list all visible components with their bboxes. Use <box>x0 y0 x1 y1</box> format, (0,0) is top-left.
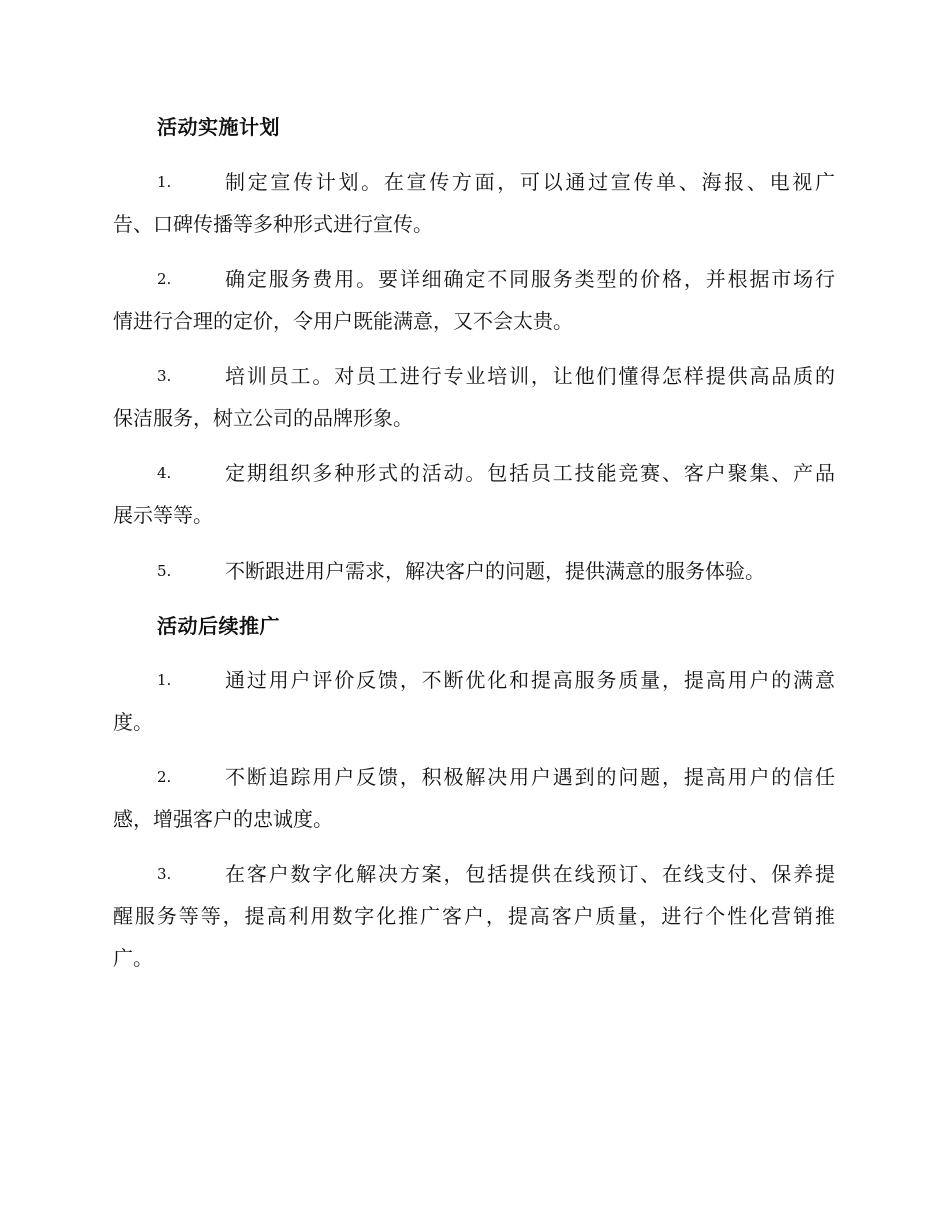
section-heading-follow-up-promotion: 活动后续推广 <box>157 614 280 638</box>
list-item <box>113 659 835 743</box>
list-item-line-1: 3. 在客户数字化解决方案，包括提供在线预订、在线支付、保养提 <box>113 853 835 895</box>
list-item <box>113 756 835 840</box>
list-item-number: 5. <box>157 562 172 580</box>
list-item-line-2: 保洁服务，树立公司的品牌形象。 <box>113 406 413 430</box>
list-item-line-1: 3. 培训员工。对员工进行专业培训，让他们懂得怎样提供高品质的 <box>113 355 835 397</box>
list-item <box>113 258 835 342</box>
list-item-line-1: 2. 不断追踪用户反馈，积极解决用户遇到的问题，提高用户的信任 <box>113 756 835 798</box>
list-item-line-1: 1. 制定宣传计划。在宣传方面，可以通过宣传单、海报、电视广 <box>113 161 835 203</box>
list-item-line-2: 情进行合理的定价，令用户既能满意，又不会太贵。 <box>113 309 573 333</box>
list-item-line-2: 感，增强客户的忠诚度。 <box>113 807 333 831</box>
list-item-number: 3. <box>157 865 172 883</box>
list-item-number: 3. <box>157 367 172 385</box>
list-item-line-2: 展示等等。 <box>113 503 213 527</box>
list-item <box>113 161 835 245</box>
list-item <box>113 550 835 592</box>
list-item-line-2: 度。 <box>113 710 153 734</box>
list-item-line-1: 2. 确定服务费用。要详细确定不同服务类型的价格，并根据市场行 <box>113 258 835 300</box>
list-item-number: 1. <box>157 671 172 689</box>
list-item-line-2: 醒服务等等，提高利用数字化推广客户，提高客户质量，进行个性化营销推 <box>113 904 835 928</box>
list-item-number: 1. <box>157 173 172 191</box>
section-heading-implementation-plan: 活动实施计划 <box>157 115 280 139</box>
list-item <box>113 355 835 439</box>
list-item <box>113 853 835 979</box>
list-item-number: 2. <box>157 270 172 288</box>
list-item-number: 2. <box>157 768 172 786</box>
list-item-line-1: 5. 不断跟进用户需求，解决客户的问题，提供满意的服务体验。 <box>113 550 835 592</box>
list-item-line-3: 广。 <box>113 946 153 970</box>
list-item <box>113 452 835 536</box>
list-item-line-1: 1. 通过用户评价反馈，不断优化和提高服务质量，提高用户的满意 <box>113 659 835 701</box>
list-item-line-1: 4. 定期组织多种形式的活动。包括员工技能竞赛、客户聚集、产品 <box>113 452 835 494</box>
list-item-number: 4. <box>157 464 172 482</box>
list-item-line-2: 告、口碑传播等多种形式进行宣传。 <box>113 212 433 236</box>
